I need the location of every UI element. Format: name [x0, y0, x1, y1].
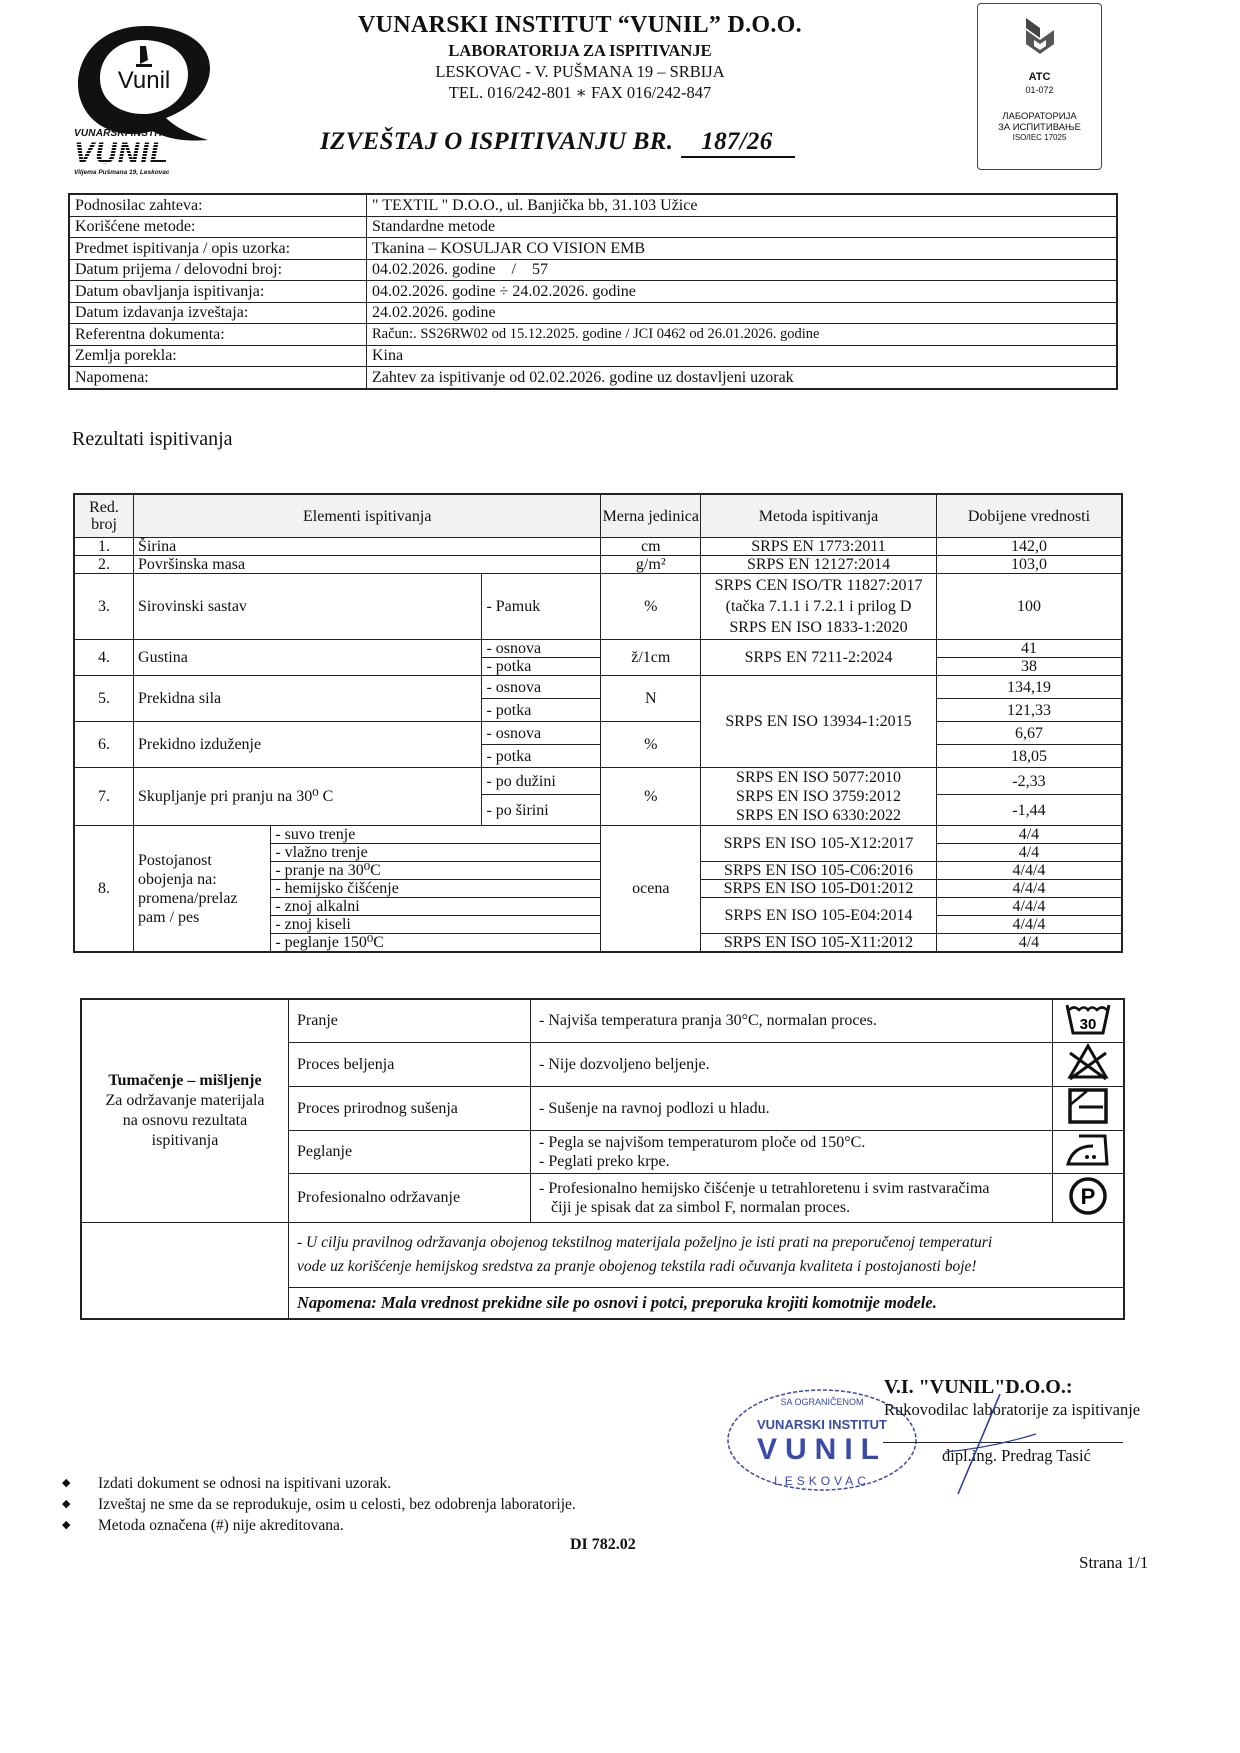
info-row: Datum izdavanja izveštaja: 24.02.2026. godine	[69, 302, 1117, 324]
report-number: 187/26	[681, 128, 794, 158]
table-row: 1. Širina cm SRPS EN 1773:2011 142,0	[74, 538, 1122, 556]
signatory-role: Rukovodilac laboratorije za ispitivanje	[884, 1400, 1141, 1419]
signatory-company: V.I. "VUNIL"D.O.O.:	[884, 1376, 1073, 1398]
institution-name: VUNARSKI INSTITUT “VUNIL” D.O.O.	[358, 12, 802, 38]
page-number: Strana 1/1	[1079, 1553, 1149, 1572]
table-row: - potka 121,33	[74, 699, 1122, 722]
care-row: Proces beljenja - Nije dozvoljeno beljenje.	[81, 1043, 1124, 1087]
care-interpretation-table	[80, 998, 1125, 1320]
care-note-row: - U cilju pravilnog održavanja obojenog tekstilnog materijala poželjno je isti prati na preporučenoj temperaturi vode uz korišćenje hemijskog sredstva za pranje obojenog tekstila radi očuvanja kvaliteta i postojanosti boje!	[81, 1223, 1124, 1288]
care-row: Tumačenje – mišljenje Za održavanje materijala na osnovu rezultata ispitivanja Pranje - Najviša temperatura pranja 30°C, normalan proces. 30	[81, 999, 1124, 1043]
svg-text:SA OGRANIČENOM: SA OGRANIČENOM	[780, 1397, 864, 1407]
svg-text:Vunil: Vunil	[117, 67, 171, 94]
svg-text:VUNIL: VUNIL	[757, 1433, 887, 1466]
q-logo-icon	[70, 18, 220, 143]
results-heading: Rezultati ispitivanja	[72, 428, 233, 450]
svg-text:P: P	[1080, 1183, 1096, 1209]
table-row: 3. Sirovinski sastav - Pamuk % SRPS CEN ISO/TR 11827:2017 (tačka 7.1.1 i 7.2.1 i prilog D SRPS EN ISO 1833-1:2020 100	[74, 574, 1122, 640]
table-row: - pranje na 30⁰C SRPS EN ISO 105-C06:2016 4/4/4	[74, 862, 1122, 880]
diamond-bullet-icon: ◆	[62, 1519, 71, 1531]
letterhead	[300, 10, 860, 103]
table-row: - znoj kiseli 4/4/4	[74, 916, 1122, 934]
table-row: - znoj alkalni SRPS EN ISO 105-E04:2014 4/4/4	[74, 898, 1122, 916]
footer-notes	[62, 1473, 576, 1536]
table-row: 5. Prekidna sila - osnova N SRPS EN ISO 13934-1:2015 134,19	[74, 676, 1122, 699]
remark: Napomena: Mala vrednost prekidne sile po osnovi i potci, preporuka krojiti komotnije modele.	[289, 1288, 1125, 1320]
table-row: - peglanje 150⁰C SRPS EN ISO 105-X11:2012 4/4	[74, 934, 1122, 953]
info-row: Zemlja porekla: Kina	[69, 345, 1117, 367]
document-code: DI 782.02	[570, 1536, 636, 1553]
footer-note: ◆ Metoda označena (#) nije akreditovana.	[62, 1517, 344, 1534]
info-row: Podnosilac zahteva: " TEXTIL " D.O.O., ul. Banjička bb, 31.103 Užice	[69, 194, 1117, 216]
info-row: Referentna dokumenta: Račun:. SS26RW02 od 15.12.2025. godine / JCI 0462 od 26.01.2026. godine	[69, 324, 1117, 346]
svg-text:30: 30	[1079, 1015, 1097, 1033]
vunil-q-logo	[70, 18, 220, 143]
report-title: IZVEŠTAJ O ISPITIVANJU BR. 187/26	[320, 128, 795, 158]
info-row: Datum prijema / delovodni broj: 04.02.2026. godine / 57	[69, 259, 1117, 281]
table-row: - po širini -1,44	[74, 795, 1122, 826]
table-row: - hemijsko čišćenje SRPS EN ISO 105-D01:2012 4/4/4	[74, 880, 1122, 898]
iron-two-dots-icon	[1053, 1131, 1125, 1174]
signatory-name: dipl.ing. Predrag Tasić	[942, 1446, 1091, 1465]
table-row: 7. Skupljanje pri pranju na 30⁰ C - po dužini % SRPS EN ISO 5077:2010 SRPS EN ISO 3759:2012 SRPS EN ISO 6330:2022 -2,33	[74, 768, 1122, 795]
phone-fax: TEL. 016/242-801 ∗ FAX 016/242-847	[448, 83, 712, 102]
table-row: 6. Prekidno izduženje - osnova % 6,67	[74, 722, 1122, 745]
address: LESKOVAC - V. PUŠMANA 19 – SRBIJA	[435, 62, 725, 81]
accreditation-badge: ATC 01-072 ЛАБОРАТОРИЈА ЗА ИСПИТИВАЊЕ ISO/IEC 17025	[977, 3, 1102, 170]
table-row: - potka 18,05	[74, 745, 1122, 768]
diamond-bullet-icon: ◆	[62, 1498, 71, 1510]
vunil-wordmark: VUNARSKI INSTITUT VUNIL Viljema Pušmana 19, Leskovac	[74, 128, 224, 176]
care-row: Profesionalno održavanje - Profesionalno hemijsko čišćenje u tetrahloretenu i svim rastvaračima čiji je spisak dat za simbol F, normalan proces. P	[81, 1174, 1124, 1223]
dry-clean-p-icon	[1053, 1174, 1125, 1223]
table-header: Red. broj Elementi ispitivanja Merna jedinica Metoda ispitivanja Dobijene vrednosti	[74, 494, 1122, 538]
dry-flat-shade-icon	[1053, 1087, 1125, 1131]
table-row: 8. Postojanost obojenja na: promena/prelaz pam / pes - suvo trenje ocena SRPS EN ISO 105-X12:2017 4/4	[74, 826, 1122, 844]
care-row: Proces prirodnog sušenja - Sušenje na ravnoj podlozi u hladu.	[81, 1087, 1124, 1131]
footer-note: ◆ Izveštaj ne sme da se reprodukuje, osim u celosti, bez odobrenja laboratorije.	[62, 1496, 576, 1513]
lab-name: LABORATORIJA ZA ISPITIVANJE	[448, 41, 712, 60]
care-row: Peglanje - Pegla se najvišom temperaturom ploče od 150°C. - Peglati preko krpe.	[81, 1131, 1124, 1174]
request-info-table	[68, 193, 1118, 390]
info-row: Datum obavljanja ispitivanja: 04.02.2026. godine ÷ 24.02.2026. godine	[69, 281, 1117, 303]
table-row: 4. Gustina - osnova ž/1cm SRPS EN 7211-2:2024 41	[74, 640, 1122, 658]
table-row: - vlažno trenje 4/4	[74, 844, 1122, 862]
table-row: 2. Površinska masa g/m² SRPS EN 12127:2014 103,0	[74, 556, 1122, 574]
diamond-bullet-icon: ◆	[62, 1477, 71, 1489]
results-table	[73, 493, 1123, 953]
interpretation-label: Tumačenje – mišljenje Za održavanje materijala na osnovu rezultata ispitivanja	[81, 999, 289, 1223]
table-row: - potka 38	[74, 658, 1122, 676]
info-row: Predmet ispitivanja / opis uzorka: Tkanina – KOSULJAR CO VISION EMB	[69, 238, 1117, 260]
info-row: Napomena: Zahtev za ispitivanje od 02.02.2026. godine uz dostavljeni uzorak	[69, 367, 1117, 389]
no-bleach-icon	[1053, 1043, 1125, 1087]
wash-30-icon	[1053, 999, 1125, 1043]
handwritten-signature	[940, 1390, 1040, 1500]
svg-text:VUNARSKI INSTITUT: VUNARSKI INSTITUT	[757, 1417, 887, 1432]
info-row: Korišćene metode: Standardne metode	[69, 216, 1117, 238]
footer-note: ◆ Izdati dokument se odnosi na ispitivani uzorak.	[62, 1475, 392, 1492]
atc-check-icon	[1020, 16, 1060, 62]
svg-text:LESKOVAC: LESKOVAC	[774, 1474, 870, 1488]
